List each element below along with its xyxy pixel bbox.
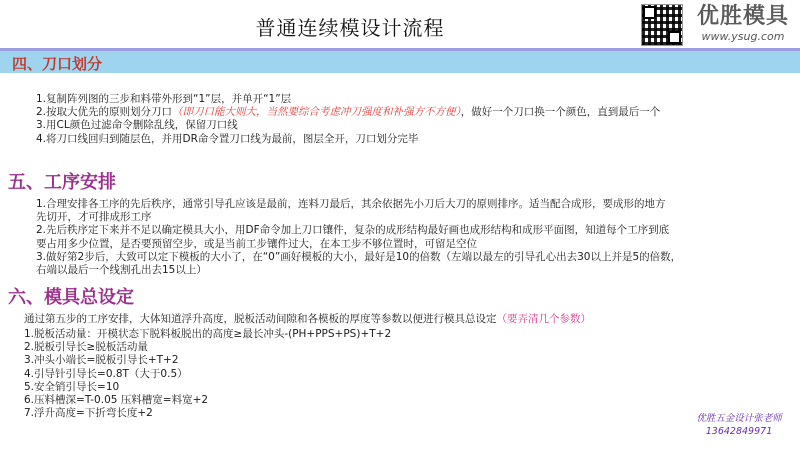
signature-phone: 13642849971 (705, 426, 773, 437)
section4-list (36, 93, 736, 146)
intro-text: 通过第五步的工序安排，大体知道浮升高度，脱板活动间隙和各模板的厚度等参数以便进行模具总设定 (24, 313, 497, 325)
list-item: 4.将刀口线回归到随层色，并用DR命令置刀口线为最前，图层全开，刀口划分完毕 (36, 132, 419, 145)
item-text: ，做好一个刀口换一个颜色，直到最后一个 (460, 106, 661, 119)
author-signature (684, 412, 794, 438)
section6-intro (24, 313, 591, 326)
list-item: 5.安全销引导长=10 (24, 380, 120, 393)
list-item: 右端以最后一个线割孔出去15以上） (36, 264, 207, 277)
logo-name: 优胜模具 (696, 4, 789, 29)
list-item: 1.复制阵列图的三步和料带外形到“1”层，并单开“1”层 (36, 93, 292, 105)
brand-logo[interactable] (690, 4, 796, 44)
list-item: 6.压料槽深=T-0.05 压料槽宽=料宽+2 (24, 394, 209, 407)
list-item: 1.合理安排各工序的先后秩序，通常引导孔应该是最前，连料刀最后，其余依据先小刀后大刀的原则排序。适当配合成形，要成形的地方 (36, 198, 666, 210)
list-item: 2.先后秩序定下来并不足以确定模具大小，用DF命令加上刀口镶件，复杂的成形结构最好画也成形结构和成形平面图，知道每个工序到底 (36, 224, 670, 237)
section6-heading: 六、模具总设定 (8, 287, 134, 308)
header-bar (0, 0, 800, 48)
logo-url[interactable]: www.ysug.com (701, 30, 785, 43)
section5-list (36, 198, 716, 277)
item-text: 2.按取大优先的原则划分刀口 (36, 106, 173, 119)
section-band (0, 51, 800, 73)
list-item: 1.脱板活动量：开模状态下脱料板脱出的高度≥最长冲头-(PH+PPS+PS)+T+2 (24, 328, 392, 340)
section6-list (24, 328, 704, 420)
list-item: 先切开，才可排成形工序 (36, 211, 152, 224)
list-item: 要占用多少位置，是否要预留空步，或是当前工步镶件过大，在本工步不够位置时，可留足空位 (36, 237, 477, 250)
page-title: 普通连续模设计流程 (255, 16, 445, 40)
section5-heading: 五、工序安排 (8, 172, 116, 193)
list-item: 3.用CL颜色过滤命令删除乱线，保留刀口线 (36, 119, 238, 132)
qr-code-icon (641, 4, 683, 46)
intro-note: （要弄清几个参数） (496, 313, 591, 325)
signature-name: 优胜五金设计张老师 (696, 413, 782, 424)
list-item: 7.浮升高度=下折弯长度+2 (24, 407, 153, 420)
list-item (36, 106, 736, 119)
list-item: 3.冲头小端长=脱板引导长+T+2 (24, 354, 179, 367)
item-note: （即刀口能大则大，当然要综合考虑冲刀强度和补强方不方便） (172, 106, 461, 119)
list-item: 3.做好第2步后，大致可以定下模板的大小了，在“0”画好模板的大小，最好是10的倍数（左端以最左的引导孔心出去30以上并是5的倍数， (36, 250, 682, 263)
section4-heading: 四、刀口划分 (12, 55, 103, 73)
list-item: 2.脱板引导长≥脱板活动量 (24, 341, 148, 354)
list-item: 4.引导针引导长=0.8T（大于0.5） (24, 367, 188, 380)
